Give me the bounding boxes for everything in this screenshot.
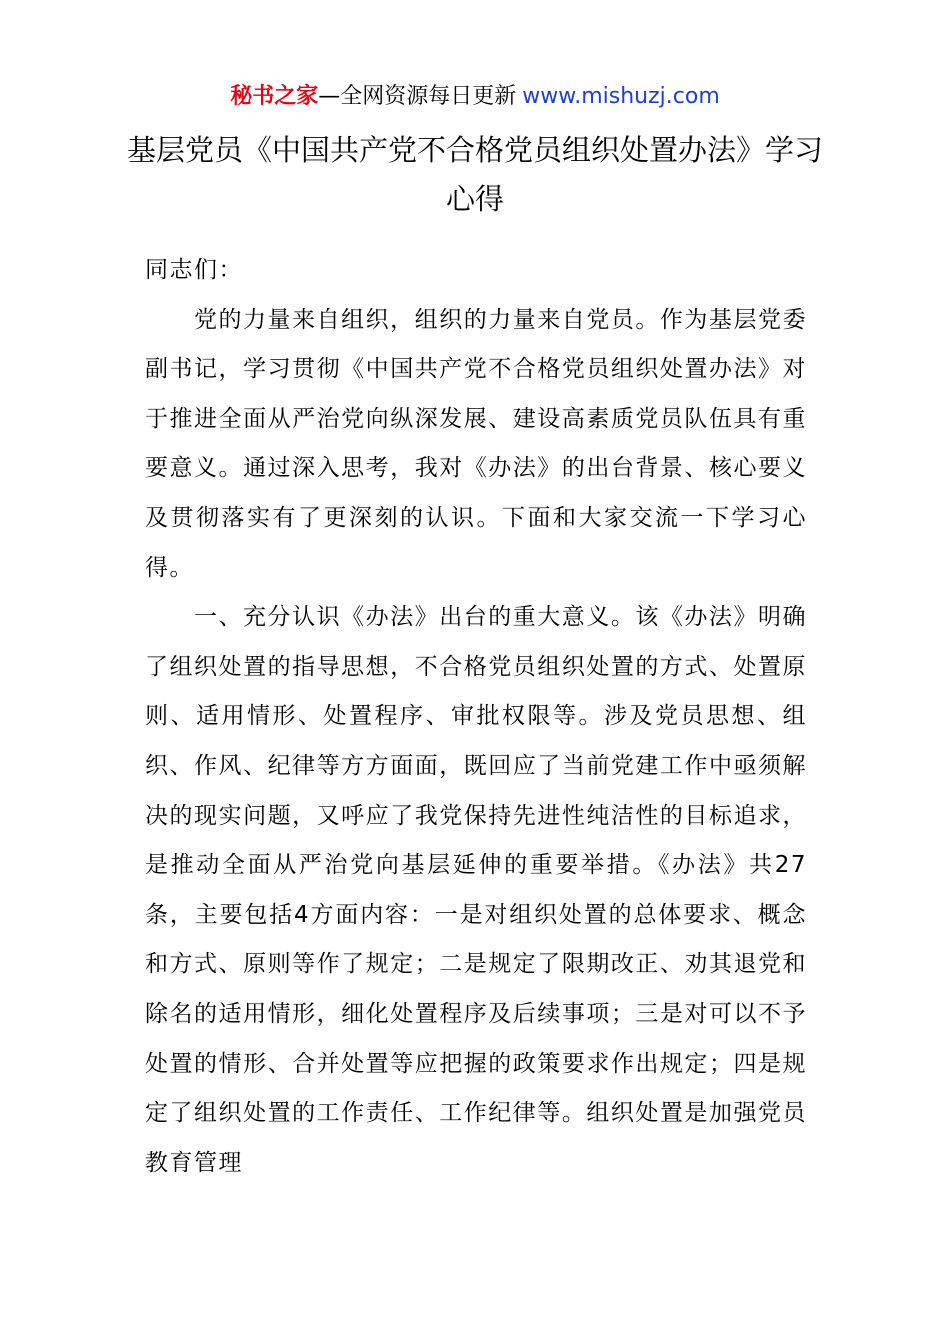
paragraph-section-one: 一、充分认识《办法》出台的重大意义。该《办法》明确了组织处置的指导思想，不合格党员组织处置的方式、处置原则、适用情形、处置程序、审批权限等。涉及党员思想、组织、作风、纪律等方方面面，既回应了当前党建工作中亟须解决的现实问题，又呼应了我党保持先进性纯洁性的目标追求，是推动全面从严治党向基层延伸的重要举措。《办法》共27条，主要包括4方面内容：一是对组织处置的总体要求、概念和方式、原则等作了规定；二是规定了限期改正、劝其退党和除名的适用情形，细化处置程序及后续事项；三是对可以不予处置的情形、合并处置等应把握的政策要求作出规定；四是规定了组织处置的工作责任、工作纪律等。组织处置是加强党员教育管理	[145, 604, 807, 1176]
site-header	[0, 80, 950, 114]
document-body	[145, 246, 807, 1188]
paragraph-intro: 党的力量来自组织，组织的力量来自党员。作为基层党委副书记，学习贯彻《中国共产党不合格党员组织处置办法》对于推进全面从严治党向纵深发展、建设高素质党员队伍具有重要意义。通过深入思考，我对《办法》的出台背景、核心要义及贯彻落实有了更深刻的认识。下面和大家交流一下学习心得。	[145, 306, 807, 581]
site-url-link[interactable]: www.mishuzj.com	[522, 84, 720, 109]
site-tagline: —全网资源每日更新	[318, 84, 517, 109]
salutation: 同志们：	[145, 257, 243, 283]
document-title: 基层党员《中国共产党不合格党员组织处置办法》学习心得	[126, 133, 823, 216]
site-brand: 秘书之家	[230, 84, 319, 109]
